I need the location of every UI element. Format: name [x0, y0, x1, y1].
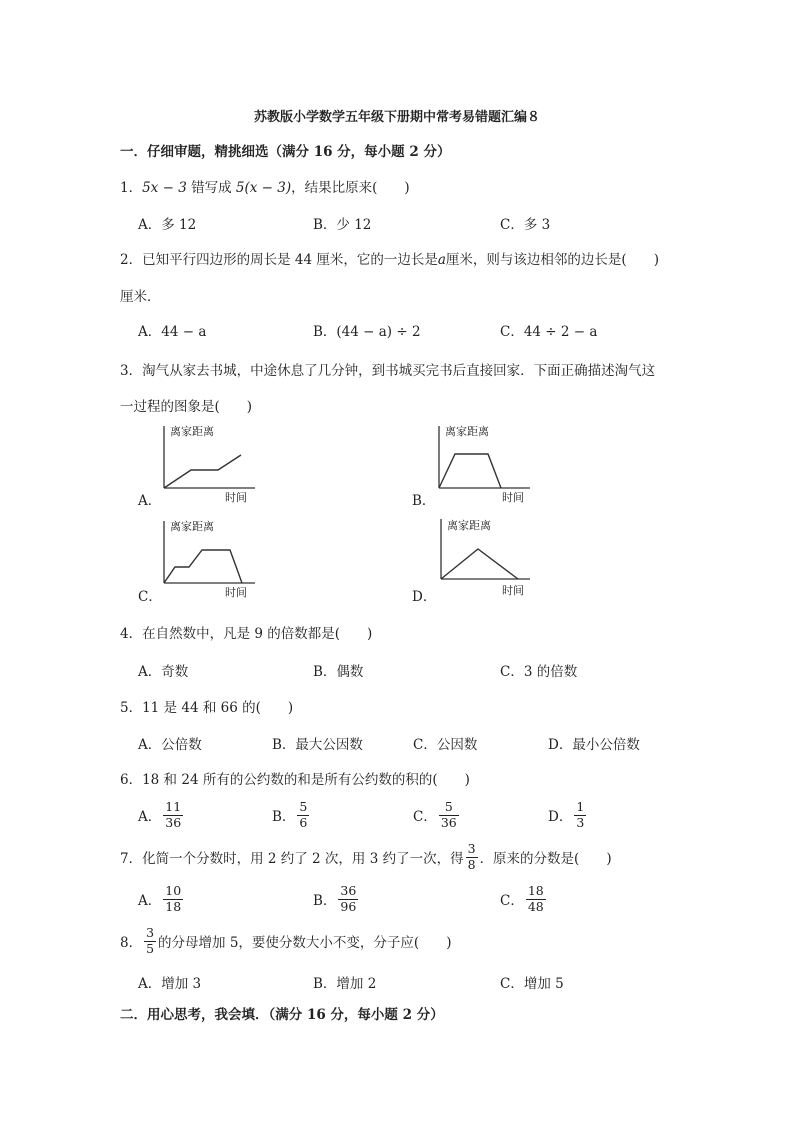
q7-option-b-fraction [338, 885, 358, 913]
graph-b-ylabel: 离家距离 [445, 425, 489, 438]
document-title: 苏教版小学数学五年级下册期中常考易错题汇编８ [253, 110, 540, 125]
fraction-numerator: 5 [439, 801, 459, 816]
q1-option-b: B．少 12 [313, 217, 372, 233]
q8-text: 的分母增加 5，要使分数大小不变，分子应( ) [158, 935, 452, 951]
q6-option-c-label: C． [413, 809, 437, 825]
question-3-line-2: 一过程的图象是( ) [120, 399, 253, 415]
graph-a-ylabel: 离家距离 [170, 425, 214, 438]
q6-option-b-label: B． [272, 809, 296, 825]
fraction-numerator: 3 [467, 841, 476, 856]
q3-graph-d [430, 515, 540, 603]
q6-option-c [413, 801, 461, 829]
q2-option-b: B．(44 − a) ÷ 2 [313, 324, 421, 340]
q7-option-a-fraction [163, 885, 183, 913]
fraction-denominator: 36 [165, 814, 182, 830]
fraction-denominator: 48 [527, 898, 544, 914]
q6-option-b-fraction [297, 801, 309, 829]
question-4: 4．在自然数中，凡是 9 的倍数都是( ) [120, 626, 373, 642]
fraction-numerator: 1 [576, 799, 585, 814]
q3-graph-a [155, 422, 265, 510]
question-8 [120, 927, 451, 955]
section-2-heading: 二．用心思考，我会填．（满分 16 分，每小题 2 分） [120, 1007, 444, 1023]
fraction-denominator: 5 [146, 940, 155, 956]
q1-tail-text: ，结果比原来( ) [291, 180, 410, 196]
q8-option-a: A．增加 3 [138, 976, 202, 992]
question-5: 5．11 是 44 和 66 的( ) [120, 700, 294, 716]
q4-option-c: C．3 的倍数 [500, 664, 578, 680]
q7-option-b [313, 885, 360, 913]
q8-number: 8． [120, 935, 143, 951]
q2-text-b: 厘米，则与该边相邻的边长是( ) [445, 252, 659, 268]
q1-option-c: C．多 3 [500, 217, 551, 233]
q7-option-a-label: A． [138, 893, 162, 909]
q3-option-a-label: A． [138, 493, 162, 509]
q4-option-b: B．偶数 [313, 664, 364, 680]
q6-option-d-fraction [574, 801, 586, 829]
fraction-numerator: 3 [146, 925, 155, 940]
q3-option-b-label: B． [412, 493, 436, 509]
q6-option-d-label: D． [548, 809, 573, 825]
fraction-numerator: 5 [299, 799, 308, 814]
graph-a-xlabel: 时间 [225, 491, 247, 504]
q7-option-c-fraction [526, 885, 546, 913]
question-1 [120, 176, 410, 196]
q3-option-d-label: D． [412, 589, 437, 605]
fraction-denominator: 18 [165, 898, 182, 914]
q3-option-c-label: C． [138, 589, 162, 605]
fraction-denominator: 3 [576, 814, 585, 830]
q7-option-a [138, 885, 185, 913]
q1-option-a: A．多 12 [138, 217, 197, 233]
question-6: 6．18 和 24 所有的公约数的和是所有公约数的积的( ) [120, 772, 470, 788]
q8-option-b: B．增加 2 [313, 976, 377, 992]
graph-c-ylabel: 离家距离 [170, 520, 214, 533]
section-1-heading: 一．仔细审题，精挑细选（满分 16 分，每小题 2 分） [120, 144, 451, 160]
q6-option-a-label: A． [138, 809, 162, 825]
q6-option-d [548, 801, 588, 829]
q5-option-d: D．最小公倍数 [548, 737, 640, 753]
fraction-numerator: 11 [165, 799, 182, 814]
q6-option-c-fraction [439, 801, 459, 829]
q4-option-a: A．奇数 [138, 664, 189, 680]
q3-graph-c [155, 517, 265, 605]
q6-option-b [272, 801, 311, 829]
question-3-line-1: 3．淘气从家去书城，中途休息了几分钟，到书城买完书后直接回家．下面正确描述淘气这 [120, 363, 656, 379]
graph-d-curve [441, 549, 518, 579]
q2-option-c: C．44 ÷ 2 − a [500, 324, 598, 340]
question-7 [120, 843, 612, 871]
q6-option-a-fraction [163, 801, 183, 829]
q3-graph-b [430, 422, 540, 510]
q1-mid-text: 错写成 [186, 180, 236, 196]
q1-number: 1． [120, 180, 143, 196]
graph-b-curve [439, 454, 501, 488]
graph-c-curve [164, 550, 242, 583]
fraction-denominator: 36 [440, 814, 457, 830]
fraction-numerator: 36 [340, 883, 357, 898]
q7-option-b-label: B． [313, 893, 337, 909]
q5-option-b: B．最大公因数 [272, 737, 363, 753]
question-2-line-2: 厘米． [120, 289, 161, 305]
fraction-numerator: 10 [165, 883, 182, 898]
graph-a-curve [164, 455, 241, 488]
graph-c-xlabel: 时间 [225, 586, 247, 599]
q7-option-c-label: C． [500, 893, 524, 909]
q7-fraction [466, 843, 478, 871]
graph-d-xlabel: 时间 [502, 584, 524, 597]
q2-option-a: A．44 − a [138, 324, 207, 340]
q8-option-c: C．增加 5 [500, 976, 564, 992]
question-2-line-1 [120, 248, 659, 268]
q2-text-a: 2．已知平行四边形的周长是 44 厘米，它的一边长是 [120, 252, 438, 268]
fraction-numerator: 18 [527, 883, 544, 898]
q7-text-a: 7．化简一个分数时，用 2 约了 2 次，用 3 约了一次，得 [120, 851, 464, 867]
graph-b-xlabel: 时间 [502, 491, 524, 504]
q5-option-a: A．公倍数 [138, 737, 202, 753]
q7-text-b: ．原来的分数是( ) [479, 851, 612, 867]
fraction-denominator: 8 [467, 856, 476, 872]
q1-expr-original: 5x − 3 [142, 180, 187, 196]
q2-variable: a [437, 252, 446, 268]
q1-expr-wrong: 5(x − 3) [235, 180, 292, 196]
graph-d-ylabel: 离家距离 [447, 519, 491, 532]
q8-fraction [144, 927, 156, 955]
q5-option-c: C．公因数 [413, 737, 478, 753]
fraction-denominator: 96 [340, 898, 357, 914]
q6-option-a [138, 801, 185, 829]
q7-option-c [500, 885, 548, 913]
fraction-denominator: 6 [299, 814, 308, 830]
